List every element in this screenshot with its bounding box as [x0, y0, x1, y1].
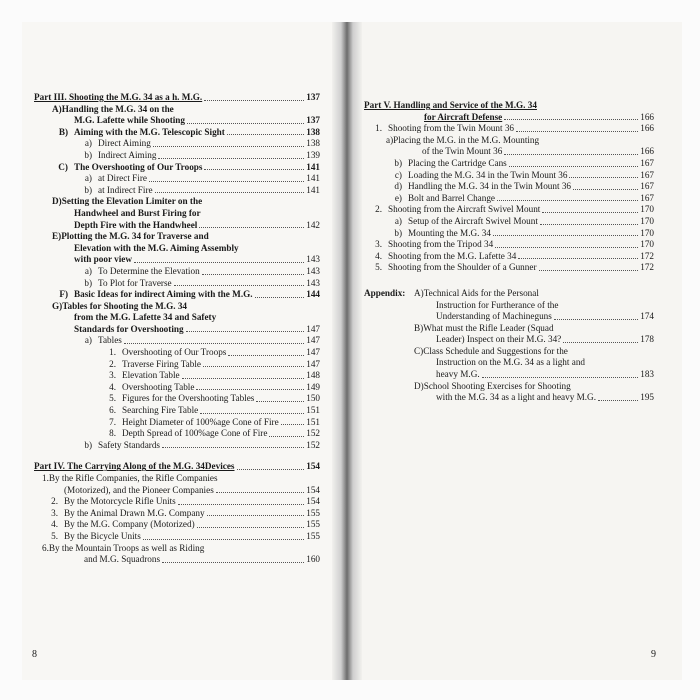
- entry-text: Mounting the M.G. 34: [408, 227, 491, 238]
- entry-text: Plotting the M.G. 34 for Traverse and: [61, 231, 209, 242]
- toc-appendix-B: [414, 323, 654, 346]
- appendix-label: Appendix:: [364, 287, 406, 298]
- entry-marker: A): [414, 287, 424, 298]
- page-number: 9: [651, 649, 656, 660]
- right-page: [342, 22, 682, 680]
- dot-leader: [200, 413, 304, 414]
- toc-entry-Ea: [76, 266, 320, 278]
- dot-leader: [155, 192, 305, 193]
- toc-entry-Bb: [76, 150, 320, 162]
- dot-leader: [540, 224, 638, 225]
- entry-marker: 6.: [42, 542, 49, 553]
- toc-entry-C: [52, 162, 320, 174]
- table-entry: [100, 359, 320, 371]
- dot-leader: [178, 504, 304, 505]
- dot-leader: [281, 424, 305, 425]
- toc-title: Part V. Handling and Service of the M.G. 34: [364, 100, 537, 110]
- entry-marker: 3.: [51, 507, 58, 518]
- page-ref: 143: [306, 265, 320, 276]
- toc-entry-G: [52, 301, 320, 336]
- dot-leader: [162, 447, 304, 448]
- entry-marker: b): [84, 277, 92, 288]
- page-ref: 172: [640, 262, 654, 273]
- toc-entry-Eb: [76, 278, 320, 290]
- page-ref: 137: [306, 115, 320, 126]
- entry-text: Tables: [98, 335, 122, 346]
- entry-text: By the Mountain Troops as well as Riding: [48, 542, 205, 553]
- toc-entry-V-2a: [386, 216, 654, 228]
- dot-leader: [598, 400, 638, 401]
- page-ref: 147: [306, 358, 320, 369]
- page-ref: 195: [640, 392, 654, 403]
- dot-leader: [204, 100, 304, 101]
- entry-text: The Overshooting of Our Troops: [74, 161, 203, 172]
- table-entry: [100, 393, 320, 405]
- entry-text: Indirect Aiming: [98, 149, 157, 160]
- page-ref: 143: [306, 254, 320, 265]
- page-ref: 138: [306, 126, 320, 137]
- toc-entry-D: [52, 196, 320, 231]
- toc-entry-A: [52, 104, 320, 127]
- toc-appendix-C: [414, 346, 654, 381]
- entry-text: Overshooting Table: [122, 381, 195, 392]
- toc-entry-E: [52, 231, 320, 266]
- dot-leader: [569, 177, 638, 178]
- dot-leader: [162, 562, 304, 563]
- entry-text: Handwheel and Burst Firing for: [74, 207, 201, 218]
- table-entry: [100, 347, 320, 359]
- dot-leader: [504, 154, 638, 155]
- entry-marker: C): [58, 161, 68, 172]
- page-ref: 172: [640, 250, 654, 261]
- dot-leader: [509, 166, 638, 167]
- entry-text: Shooting from the Twin Mount 36: [388, 123, 515, 134]
- entry-text: Handling the M.G. 34 on the: [61, 103, 174, 114]
- page-ref: 152: [306, 439, 320, 450]
- entry-text: Loading the M.G. 34 in the Twin Mount 36: [408, 169, 568, 180]
- entry-marker: 5.: [109, 393, 116, 404]
- dot-leader: [204, 169, 304, 170]
- entry-text: Shooting from the Shoulder of a Gunner: [388, 262, 537, 273]
- dot-leader: [493, 235, 638, 236]
- toc-appendix-A: [414, 288, 654, 323]
- entry-marker: 7.: [109, 416, 116, 427]
- entry-marker: B): [414, 322, 424, 333]
- entry-text: and M.G. Squadrons: [84, 554, 161, 565]
- page-ref: 151: [306, 416, 320, 427]
- dot-leader: [124, 343, 304, 344]
- dot-leader: [228, 355, 304, 356]
- entry-text: Standards for Overshooting: [74, 323, 184, 334]
- page-ref: 166: [640, 146, 654, 157]
- entry-marker: 2.: [375, 204, 382, 215]
- page-ref: 170: [640, 204, 654, 215]
- entry-text: (Motorized), and the Pioneer Companies: [64, 484, 214, 495]
- toc-entry-Ga: [76, 335, 320, 347]
- dot-leader: [187, 123, 304, 124]
- dot-leader: [563, 342, 638, 343]
- entry-text: Basic Ideas for indirect Aiming with the M.G.: [74, 289, 253, 300]
- entry-marker: a): [394, 215, 402, 226]
- dot-leader: [143, 539, 304, 540]
- page-ref: 149: [306, 381, 320, 392]
- entry-marker: 1.: [109, 347, 116, 358]
- dot-leader: [256, 401, 304, 402]
- page-ref: 141: [306, 184, 320, 195]
- entry-text: Shooting from the M.G. Lafette 34: [388, 250, 517, 261]
- entry-text: Placing the M.G. in the M.G. Mounting: [393, 134, 540, 145]
- toc-part4-heading: [34, 461, 320, 473]
- entry-marker: a): [84, 138, 92, 149]
- dot-leader: [186, 331, 305, 332]
- dot-leader: [554, 319, 638, 320]
- entry-text: Shooting from the Aircraft Swivel Mount: [388, 204, 541, 215]
- entry-marker: 6.: [109, 405, 116, 416]
- page-ref: 151: [306, 405, 320, 416]
- page-ref: 155: [306, 530, 320, 541]
- entry-marker: b): [394, 227, 402, 238]
- dot-leader: [518, 258, 638, 259]
- page-ref: 170: [640, 215, 654, 226]
- entry-marker: B): [58, 126, 68, 137]
- entry-marker: E): [52, 231, 62, 242]
- entry-text: Aiming with the M.G. Telescopic Sight: [74, 126, 225, 137]
- page-ref: 166: [640, 111, 654, 122]
- table-entry: [100, 382, 320, 394]
- entry-marker: G): [52, 300, 63, 311]
- page-ref: 167: [640, 181, 654, 192]
- toc-entry-B: [52, 127, 320, 139]
- dot-leader: [182, 378, 305, 379]
- entry-marker: e): [394, 192, 402, 203]
- toc-entry-IV-2: [42, 496, 320, 508]
- entry-marker: 2.: [51, 496, 58, 507]
- entry-marker: 5.: [51, 530, 58, 541]
- entry-text: Class Schedule and Suggestions for the: [423, 345, 568, 356]
- table-entry: [100, 405, 320, 417]
- entry-marker: 1.: [42, 473, 49, 483]
- entry-text: with the M.G. 34 as a light and heavy M.G.: [436, 392, 596, 403]
- toc-entry-IV-4: [42, 519, 320, 531]
- page-ref: 150: [306, 393, 320, 404]
- entry-marker: a): [84, 335, 92, 346]
- entry-text: Leader) Inspect on their M.G. 34?: [436, 334, 562, 345]
- entry-text: Traverse Firing Table: [122, 358, 201, 369]
- entry-text: Bolt and Barrel Change: [408, 192, 496, 203]
- toc-title: Part III. Shooting the M.G. 34 as a h. M.G.: [34, 92, 203, 102]
- entry-marker: d): [394, 181, 402, 192]
- entry-marker: b): [394, 157, 402, 168]
- dot-leader: [199, 227, 304, 228]
- entry-text: at Indirect Fire: [98, 184, 153, 195]
- page-ref: 170: [640, 239, 654, 250]
- toc-entry-V-1c: [386, 170, 654, 182]
- entry-text: Handling the M.G. 34 in the Twin Mount 36: [408, 181, 572, 192]
- dot-leader: [255, 297, 305, 298]
- entry-text: School Shooting Exercises for Shooting: [423, 380, 571, 391]
- entry-marker: 3.: [375, 239, 382, 250]
- entry-text: Understanding of Machineguns: [436, 311, 552, 322]
- entry-text: By the Motorcycle Rifle Units: [64, 496, 176, 507]
- entry-text: To Plot for Traverse: [98, 277, 172, 288]
- toc-entry-IV-1: [42, 473, 320, 496]
- entry-text: Elevation with the M.G. Aiming Assembly: [74, 242, 239, 253]
- left-page: [22, 22, 340, 680]
- toc-entry-V-1d: [386, 181, 654, 193]
- toc-entry-IV-6: [42, 543, 320, 566]
- dot-leader: [516, 131, 638, 132]
- entry-text: Figures for the Overshooting Tables: [122, 393, 255, 404]
- dot-leader: [134, 262, 304, 263]
- entry-marker: a): [84, 265, 92, 276]
- dot-leader: [196, 389, 304, 390]
- page-ref: 141: [306, 173, 320, 184]
- entry-marker: 4.: [109, 381, 116, 392]
- page-ref: 154: [306, 484, 320, 495]
- entry-text: What must the Rifle Leader (Squad: [423, 322, 554, 333]
- dot-leader: [482, 377, 639, 378]
- dot-leader: [153, 146, 304, 147]
- toc-entry-V-1e: [386, 193, 654, 205]
- entry-text: of the Twin Mount 36: [422, 146, 503, 157]
- entry-text: Safety Standards: [98, 439, 161, 450]
- page-ref: 174: [640, 311, 654, 322]
- table-entry: [100, 370, 320, 382]
- entry-text: Height Diameter of 100%age Cone of Fire: [122, 416, 279, 427]
- entry-marker: b): [84, 439, 92, 450]
- entry-text: M.G. Lafette while Shooting: [74, 115, 186, 126]
- dot-leader: [539, 270, 639, 271]
- table-entry: [100, 428, 320, 440]
- toc-title: Part IV. The Carrying Along of the M.G. 34Devices: [34, 461, 235, 472]
- toc-entry-V-4: [366, 251, 654, 263]
- page-ref: 142: [306, 219, 320, 230]
- toc-appendix: [364, 288, 654, 404]
- toc-entry-Ba: [76, 138, 320, 150]
- dot-leader: [158, 158, 304, 159]
- toc-entry-V-1a: [386, 135, 654, 158]
- entry-text: Instruction on the M.G. 34 as a light and: [436, 357, 586, 368]
- page-ref: 138: [306, 138, 320, 149]
- entry-text: Overshooting of Our Troops: [122, 347, 227, 358]
- dot-leader: [497, 200, 638, 201]
- page-ref: 178: [640, 334, 654, 345]
- toc-part5-heading: [364, 100, 654, 123]
- dot-leader: [269, 436, 304, 437]
- book-spread: [22, 22, 682, 680]
- toc-entry-V-1: [366, 123, 654, 135]
- entry-text: Depth Spread of 100%age Cone of Fire: [122, 428, 268, 439]
- book-gutter: [332, 22, 362, 680]
- toc-entry-V-1b: [386, 158, 654, 170]
- entry-marker: 2.: [109, 358, 116, 369]
- page-ref: 143: [306, 277, 320, 288]
- entry-marker: D): [414, 380, 424, 391]
- dot-leader: [227, 134, 304, 135]
- entry-marker: A): [52, 103, 62, 114]
- entry-marker: 4.: [51, 519, 58, 530]
- page-ref: 147: [306, 323, 320, 334]
- page-ref: 147: [306, 335, 320, 346]
- entry-text: Elevation Table: [122, 370, 180, 381]
- page-ref: 141: [306, 161, 320, 172]
- entry-marker: 4.: [375, 250, 382, 261]
- entry-text: Direct Aiming: [98, 138, 151, 149]
- entry-text: Searching Fire Table: [122, 405, 199, 416]
- dot-leader: [207, 515, 305, 516]
- entry-marker: c): [394, 169, 402, 180]
- toc-title: for Aircraft Defense: [424, 111, 503, 122]
- entry-text: To Determine the Elevation: [98, 265, 200, 276]
- toc-entry-V-5: [366, 262, 654, 274]
- entry-text: Setting the Elevation Limiter on the: [61, 196, 203, 207]
- table-entry: [100, 417, 320, 429]
- page-ref: 160: [306, 554, 320, 565]
- toc-entry-Gb: [76, 440, 320, 452]
- entry-text: with poor view: [74, 254, 133, 265]
- dot-leader: [504, 119, 638, 120]
- toc-entry-IV-5: [42, 531, 320, 543]
- entry-text: Depth Fire with the Handwheel: [74, 219, 198, 230]
- toc-entry-F: [52, 289, 320, 301]
- entry-text: Placing the Cartridge Cans: [408, 157, 507, 168]
- page-ref: 155: [306, 519, 320, 530]
- toc-right-column: [364, 100, 654, 404]
- page-ref: 137: [306, 92, 320, 102]
- dot-leader: [495, 247, 638, 248]
- dot-leader: [542, 212, 638, 213]
- toc-left-column: [34, 92, 320, 566]
- page-ref: 170: [640, 227, 654, 238]
- entry-text: Tables for Shooting the M.G. 34: [62, 300, 188, 311]
- page-ref: 154: [306, 461, 320, 472]
- entry-text: By the Bicycle Units: [64, 530, 141, 541]
- toc-entry-IV-3: [42, 508, 320, 520]
- page-ref: 166: [640, 123, 654, 134]
- entry-text: Shooting from the Tripod 34: [388, 239, 494, 250]
- dot-leader: [203, 366, 304, 367]
- entry-text: at Direct Fire: [98, 173, 147, 184]
- entry-marker: a): [386, 134, 394, 145]
- page-ref: 144: [306, 289, 320, 300]
- entry-text: Technical Aids for the Personal: [423, 287, 539, 298]
- page-ref: 139: [306, 149, 320, 160]
- entry-marker: F): [59, 289, 68, 300]
- toc-entry-V-2b: [386, 228, 654, 240]
- toc-entry-Cb: [76, 185, 320, 197]
- entry-text: By the Rifle Companies, the Rifle Companies: [48, 473, 218, 483]
- entry-text: from the M.G. Lafette 34 and Safety: [74, 312, 217, 323]
- toc-entry-Ca: [76, 173, 320, 185]
- entry-text: By the Animal Drawn M.G. Company: [64, 507, 205, 518]
- toc-part3-heading: [34, 92, 320, 104]
- entry-text: Setup of the Aircraft Swivel Mount: [408, 215, 538, 226]
- entry-marker: b): [84, 184, 92, 195]
- entry-marker: C): [414, 345, 424, 356]
- page-ref: 147: [306, 347, 320, 358]
- dot-leader: [216, 492, 304, 493]
- entry-marker: 1.: [375, 123, 382, 134]
- entry-text: heavy M.G.: [436, 369, 480, 380]
- page-number: 8: [32, 649, 37, 660]
- dot-leader: [573, 189, 638, 190]
- entry-marker: a): [84, 173, 92, 184]
- toc-appendix-D: [414, 381, 654, 404]
- dot-leader: [197, 527, 305, 528]
- page-ref: 167: [640, 169, 654, 180]
- page-ref: 167: [640, 157, 654, 168]
- entry-marker: b): [84, 149, 92, 160]
- dot-leader: [202, 274, 305, 275]
- dot-leader: [174, 285, 305, 286]
- entry-marker: D): [52, 196, 62, 207]
- page-ref: 167: [640, 192, 654, 203]
- entry-marker: 5.: [375, 262, 382, 273]
- page-ref: 154: [306, 496, 320, 507]
- page-ref: 155: [306, 507, 320, 518]
- toc-entry-V-3: [366, 239, 654, 251]
- page-ref: 148: [306, 370, 320, 381]
- dot-leader: [237, 469, 305, 470]
- page-ref: 183: [640, 369, 654, 380]
- entry-marker: 8.: [109, 428, 116, 439]
- entry-marker: 3.: [109, 370, 116, 381]
- toc-entry-V-2: [366, 204, 654, 216]
- entry-text: Instruction for Furtherance of the: [436, 299, 559, 310]
- dot-leader: [149, 181, 304, 182]
- entry-text: By the M.G. Company (Motorized): [64, 519, 195, 530]
- page-ref: 152: [306, 428, 320, 439]
